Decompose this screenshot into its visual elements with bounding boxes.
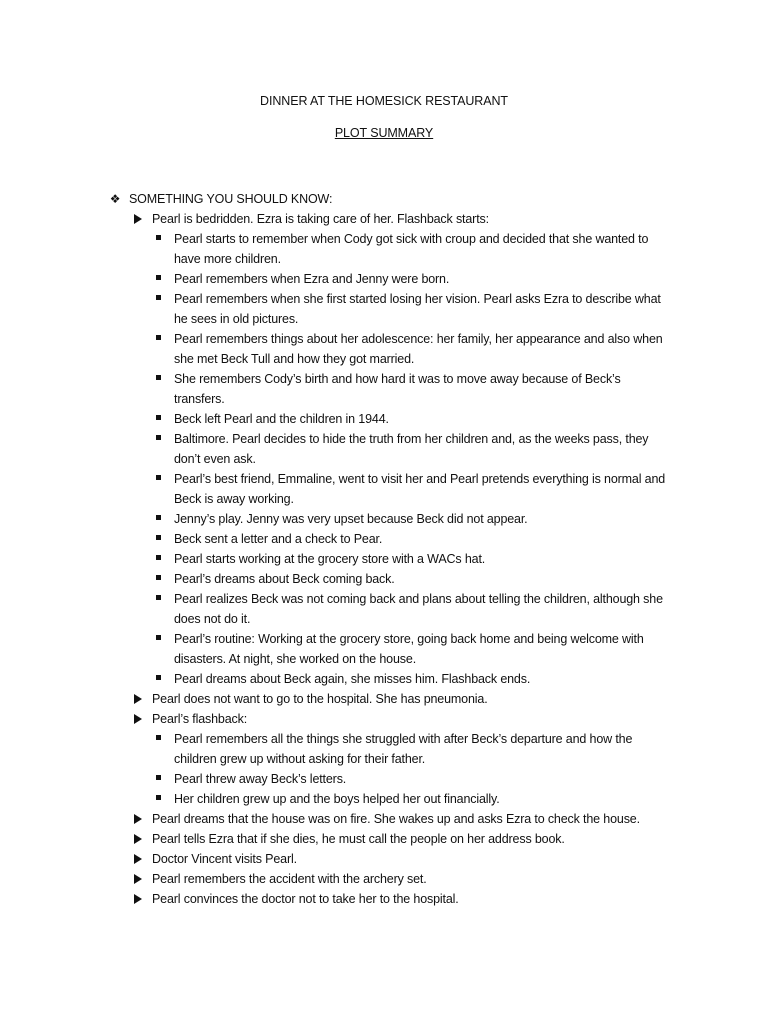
square-list-item: [0, 729, 674, 769]
plot-summary-list: [0, 189, 768, 909]
square-list-item: [0, 769, 674, 789]
arrow-list-item: [0, 869, 768, 889]
square-bullet-icon: [150, 669, 166, 689]
list-item-text: Beck left Pearl and the children in 1944.: [174, 412, 389, 426]
list-item-text: Pearl does not want to go to the hospital. She has pneumonia.: [152, 692, 488, 706]
square-list-item: [0, 469, 674, 509]
list-item-text: Her children grew up and the boys helped her out financially.: [174, 792, 500, 806]
list-item-text: Pearl’s routine: Working at the grocery store, going back home and being welcome with disasters. At night, she worked on the house.: [174, 632, 644, 666]
list-item-text: Pearl is bedridden. Ezra is taking care of her. Flashback starts:: [152, 212, 489, 226]
list-item-text: Pearl threw away Beck’s letters.: [174, 772, 347, 786]
list-item-text: Pearl remembers when she first started losing her vision. Pearl asks Ezra to describe what he sees in old pictures.: [174, 292, 661, 326]
square-bullet-icon: [150, 269, 166, 289]
square-bullet-icon: [150, 769, 166, 789]
arrow-bullet-icon: [130, 829, 146, 849]
document-title: DINNER AT THE HOMESICK RESTAURANT: [260, 94, 508, 108]
square-list-item: [0, 549, 674, 569]
list-item-text: Pearl remembers all the things she struggled with after Beck’s departure and how the children grew up without asking for their father.: [174, 732, 633, 766]
list-item-text: Pearl’s dreams about Beck coming back.: [174, 572, 395, 586]
square-list-item: [0, 229, 674, 269]
square-list-item: [0, 409, 674, 429]
arrow-bullet-icon: [130, 689, 146, 709]
list-item-text: Baltimore. Pearl decides to hide the truth from her children and, as the weeks pass, they don’t even ask.: [174, 432, 649, 466]
square-list-item: [0, 289, 674, 329]
arrow-bullet-icon: [130, 849, 146, 869]
list-item-text: Pearl starts working at the grocery store with a WACs hat.: [174, 552, 486, 566]
square-bullet-icon: [150, 549, 166, 569]
square-bullet-icon: [150, 529, 166, 549]
document-subtitle: [0, 125, 768, 141]
list-item-text: Pearl dreams about Beck again, she misses him. Flashback ends.: [174, 672, 531, 686]
square-list-item: [0, 569, 674, 589]
square-bullet-icon: [150, 509, 166, 529]
list-item-text: Pearl’s best friend, Emmaline, went to visit her and Pearl pretends everything is normal and Beck is away working.: [174, 472, 666, 506]
list-item-text: Pearl realizes Beck was not coming back and plans about telling the children, although she does not do it.: [174, 592, 663, 626]
document-subtitle-text: PLOT SUMMARY: [334, 126, 434, 140]
square-bullet-icon: [150, 589, 166, 609]
square-bullet-icon: [150, 729, 166, 749]
list-item-text: Pearl dreams that the house was on fire. She wakes up and asks Ezra to check the house.: [152, 812, 640, 826]
arrow-list-item: [0, 809, 768, 829]
arrow-bullet-icon: [130, 809, 146, 829]
square-bullet-icon: [150, 229, 166, 249]
arrow-list-item: [0, 829, 768, 849]
square-bullet-icon: [150, 469, 166, 489]
section-heading-row: [0, 189, 768, 209]
list-item-text: Jenny’s play. Jenny was very upset because Beck did not appear.: [174, 512, 528, 526]
arrow-list-item: [0, 709, 768, 729]
list-item-text: She remembers Cody’s birth and how hard it was to move away because of Beck’s transfers.: [174, 372, 621, 406]
list-item-text: Beck sent a letter and a check to Pear.: [174, 532, 383, 546]
arrow-bullet-icon: [130, 869, 146, 889]
square-list-item: [0, 509, 674, 529]
summary-items: [0, 209, 768, 909]
square-list-item: [0, 429, 674, 469]
arrow-list-item: [0, 209, 768, 229]
list-item-text: Pearl starts to remember when Cody got sick with croup and decided that she wanted to have more children.: [174, 232, 649, 266]
arrow-bullet-icon: [130, 889, 146, 909]
list-item-text: Doctor Vincent visits Pearl.: [152, 852, 297, 866]
arrow-bullet-icon: [130, 209, 146, 229]
list-item-text: Pearl remembers the accident with the archery set.: [152, 872, 427, 886]
square-list-item: [0, 329, 674, 369]
list-item-text: Pearl’s flashback:: [152, 712, 248, 726]
square-bullet-icon: [150, 329, 166, 349]
square-list-item: [0, 669, 674, 689]
list-item-text: Pearl convinces the doctor not to take her to the hospital.: [152, 892, 459, 906]
square-list-item: [0, 589, 674, 629]
list-item-text: Pearl remembers when Ezra and Jenny were born.: [174, 272, 450, 286]
square-bullet-icon: [150, 789, 166, 809]
square-bullet-icon: [150, 409, 166, 429]
arrow-bullet-icon: [130, 709, 146, 729]
arrow-list-item: [0, 849, 768, 869]
list-item-text: Pearl tells Ezra that if she dies, he must call the people on her address book.: [152, 832, 565, 846]
square-bullet-icon: [150, 569, 166, 589]
arrow-list-item: [0, 689, 768, 709]
arrow-list-item: [0, 889, 768, 909]
square-bullet-icon: [150, 429, 166, 449]
square-list-item: [0, 529, 674, 549]
square-bullet-icon: [150, 289, 166, 309]
square-bullet-icon: [150, 629, 166, 649]
square-list-item: [0, 789, 674, 809]
diamond-bullet-icon: ❖: [109, 192, 121, 206]
square-bullet-icon: [150, 369, 166, 389]
square-list-item: [0, 369, 674, 409]
list-item-text: Pearl remembers things about her adolescence: her family, her appearance and also when she met Beck Tull and how they got married.: [174, 332, 663, 366]
square-list-item: [0, 269, 674, 289]
section-heading: SOMETHING YOU SHOULD KNOW:: [129, 192, 333, 206]
square-list-item: [0, 629, 674, 669]
